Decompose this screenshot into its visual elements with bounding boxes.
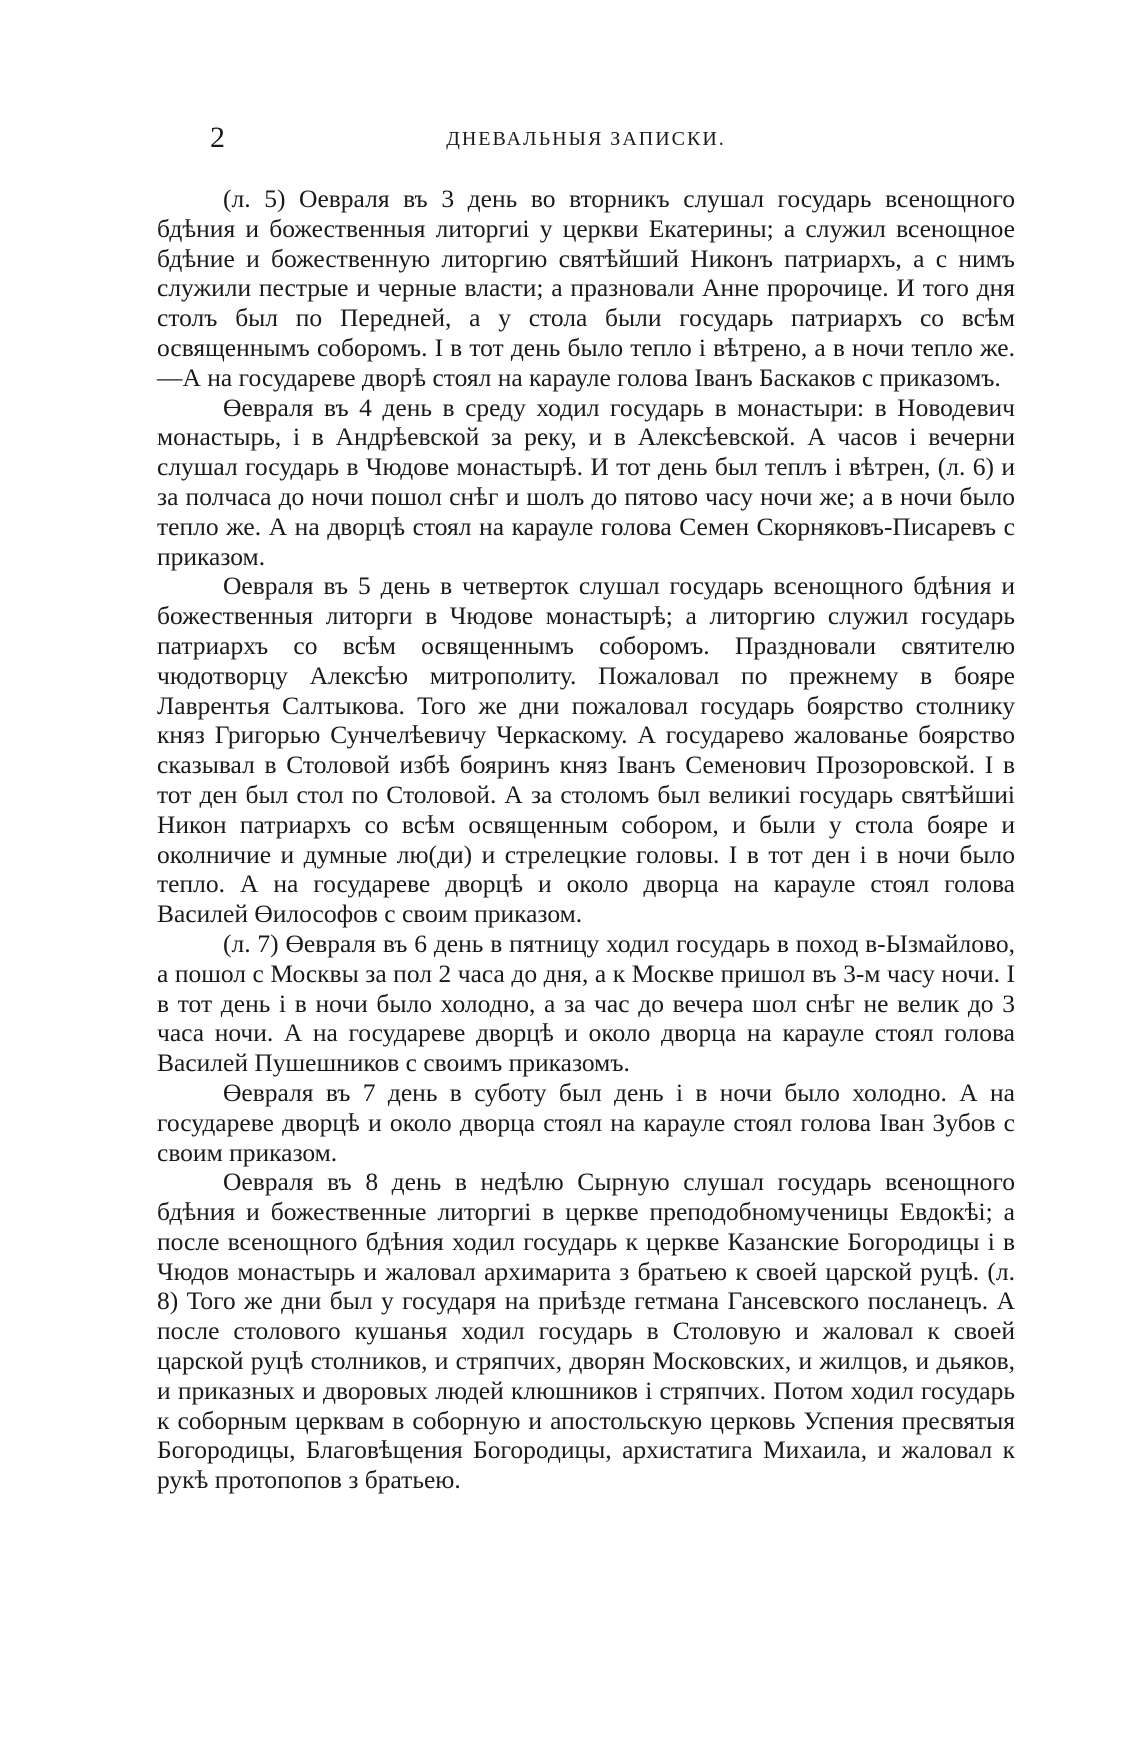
paragraph: (л. 5) Оевраля въ 3 день во вторникъ слушал государь всенощного бдѣния и божественныя литоргиі у церкви Екатерины; а служил всенощное бдѣние и божественную литоргию святѣйший Никонъ патриархъ, а с нимъ служили пестрые и черные власти; а празновали Анне пророчице. И того дня столъ был по Передней, а у стола были государь патриархъ со всѣм освященнымъ соборомъ. І в тот день было тепло і вѣтрено, а в ночи тепло же.—А на государеве дворѣ стоял на карауле голова Іванъ Баскаков с приказомъ. <box>157 184 1015 392</box>
paragraph: Оевраля въ 5 день в четверток слушал государь всенощного бдѣния и божественныя литорги в Чюдове монастырѣ; а литоргию служил государь патриархъ со всѣм освященнымъ соборомъ. Праздновали святителю чюдотворцу Алексѣю митрополиту. Пожаловал по прежнему в бояре Лаврентья Салтыкова. Того же дни пожаловал государь боярство столнику княз Григорью Сунчелѣевичу Черкаскому. А государево жалованье боярство сказывал в Столовой избѣ бояринъ княз Іванъ Семенович Прозоровской. І в тот ден был стол по Столовой. А за столомъ был великиі государь святѣйшиі Никон патриархъ со всѣм освященным собором, и были у стола бояре и околничие и думные лю(ди) и стрелецкие головы. І в тот ден і в ночи было тепло. А на государеве дворцѣ и около дворца на карауле стоял голова Василей Өилософов с своим приказом. <box>157 571 1015 929</box>
paragraph: Оевраля въ 8 день в недѣлю Сырную слушал государь всенощного бдѣния и божественные литоргиі в церкве преподобномученицы Евдокѣі; а после всенощного бдѣния ходил государь к церкве Казанские Богородицы і в Чюдов монастырь и жаловал архимарита з братьею к своей царской руцѣ. (л. 8) Того же дни был у государя на приѣзде гетмана Гансевского посланецъ. А после столового кушанья ходил государь в Столовую и жаловал к своей царской руцѣ столников, и стряпчих, дворян Московских, и жилцов, и дьяков, и приказных и дворовых людей клюшников і стряпчих. Потом ходил государь к соборным церквам в соборную и апостольскую церковь Успения пресвятыя Богородицы, Благовѣщения Богородицы, архистатига Михаила, и жаловал к рукѣ протопопов з братьею. <box>157 1167 1015 1495</box>
page-header <box>157 118 1015 158</box>
paragraph: Өевраля въ 7 день в суботу был день і в ночи было холодно. А на государеве дворцѣ и около дворца стоял на карауле стоял голова Іван Зубов с своим приказом. <box>157 1077 1015 1167</box>
page-number: 2 <box>210 121 225 154</box>
paragraph: Өевраля въ 4 день в среду ходил государь в монастыри: в Новодевич монастырь, і в Андрѣевской за реку, и в Алексѣевской. А часов і вечерни слушал государь в Чюдове монастырѣ. И тот день был теплъ і вѣтрен, (л. 6) и за полчаса до ночи пошол снѣг и шолъ до пятово часу ночи же; а в ночи было тепло же. А на дворцѣ стоял на карауле голова Семен Скорняковъ-Писаревъ с приказом. <box>157 392 1015 571</box>
paragraph: (л. 7) Өевраля въ 6 день в пятницу ходил государь в поход в-Ызмайлово, а пошол с Москвы за пол 2 часа до дня, а к Москве пришол въ 3-м часу ночи. І в тот день і в ночи было холодно, а за час до вечера шол снѣг не велик до 3 часа ночи. А на государеве дворцѣ и около дворца на карауле стоял голова Василей Пушешников с своимъ приказомъ. <box>157 928 1015 1078</box>
body-text <box>157 184 1015 1495</box>
running-head: ДНЕВАЛЬНЫЯ ЗАПИСКИ. <box>446 128 726 150</box>
